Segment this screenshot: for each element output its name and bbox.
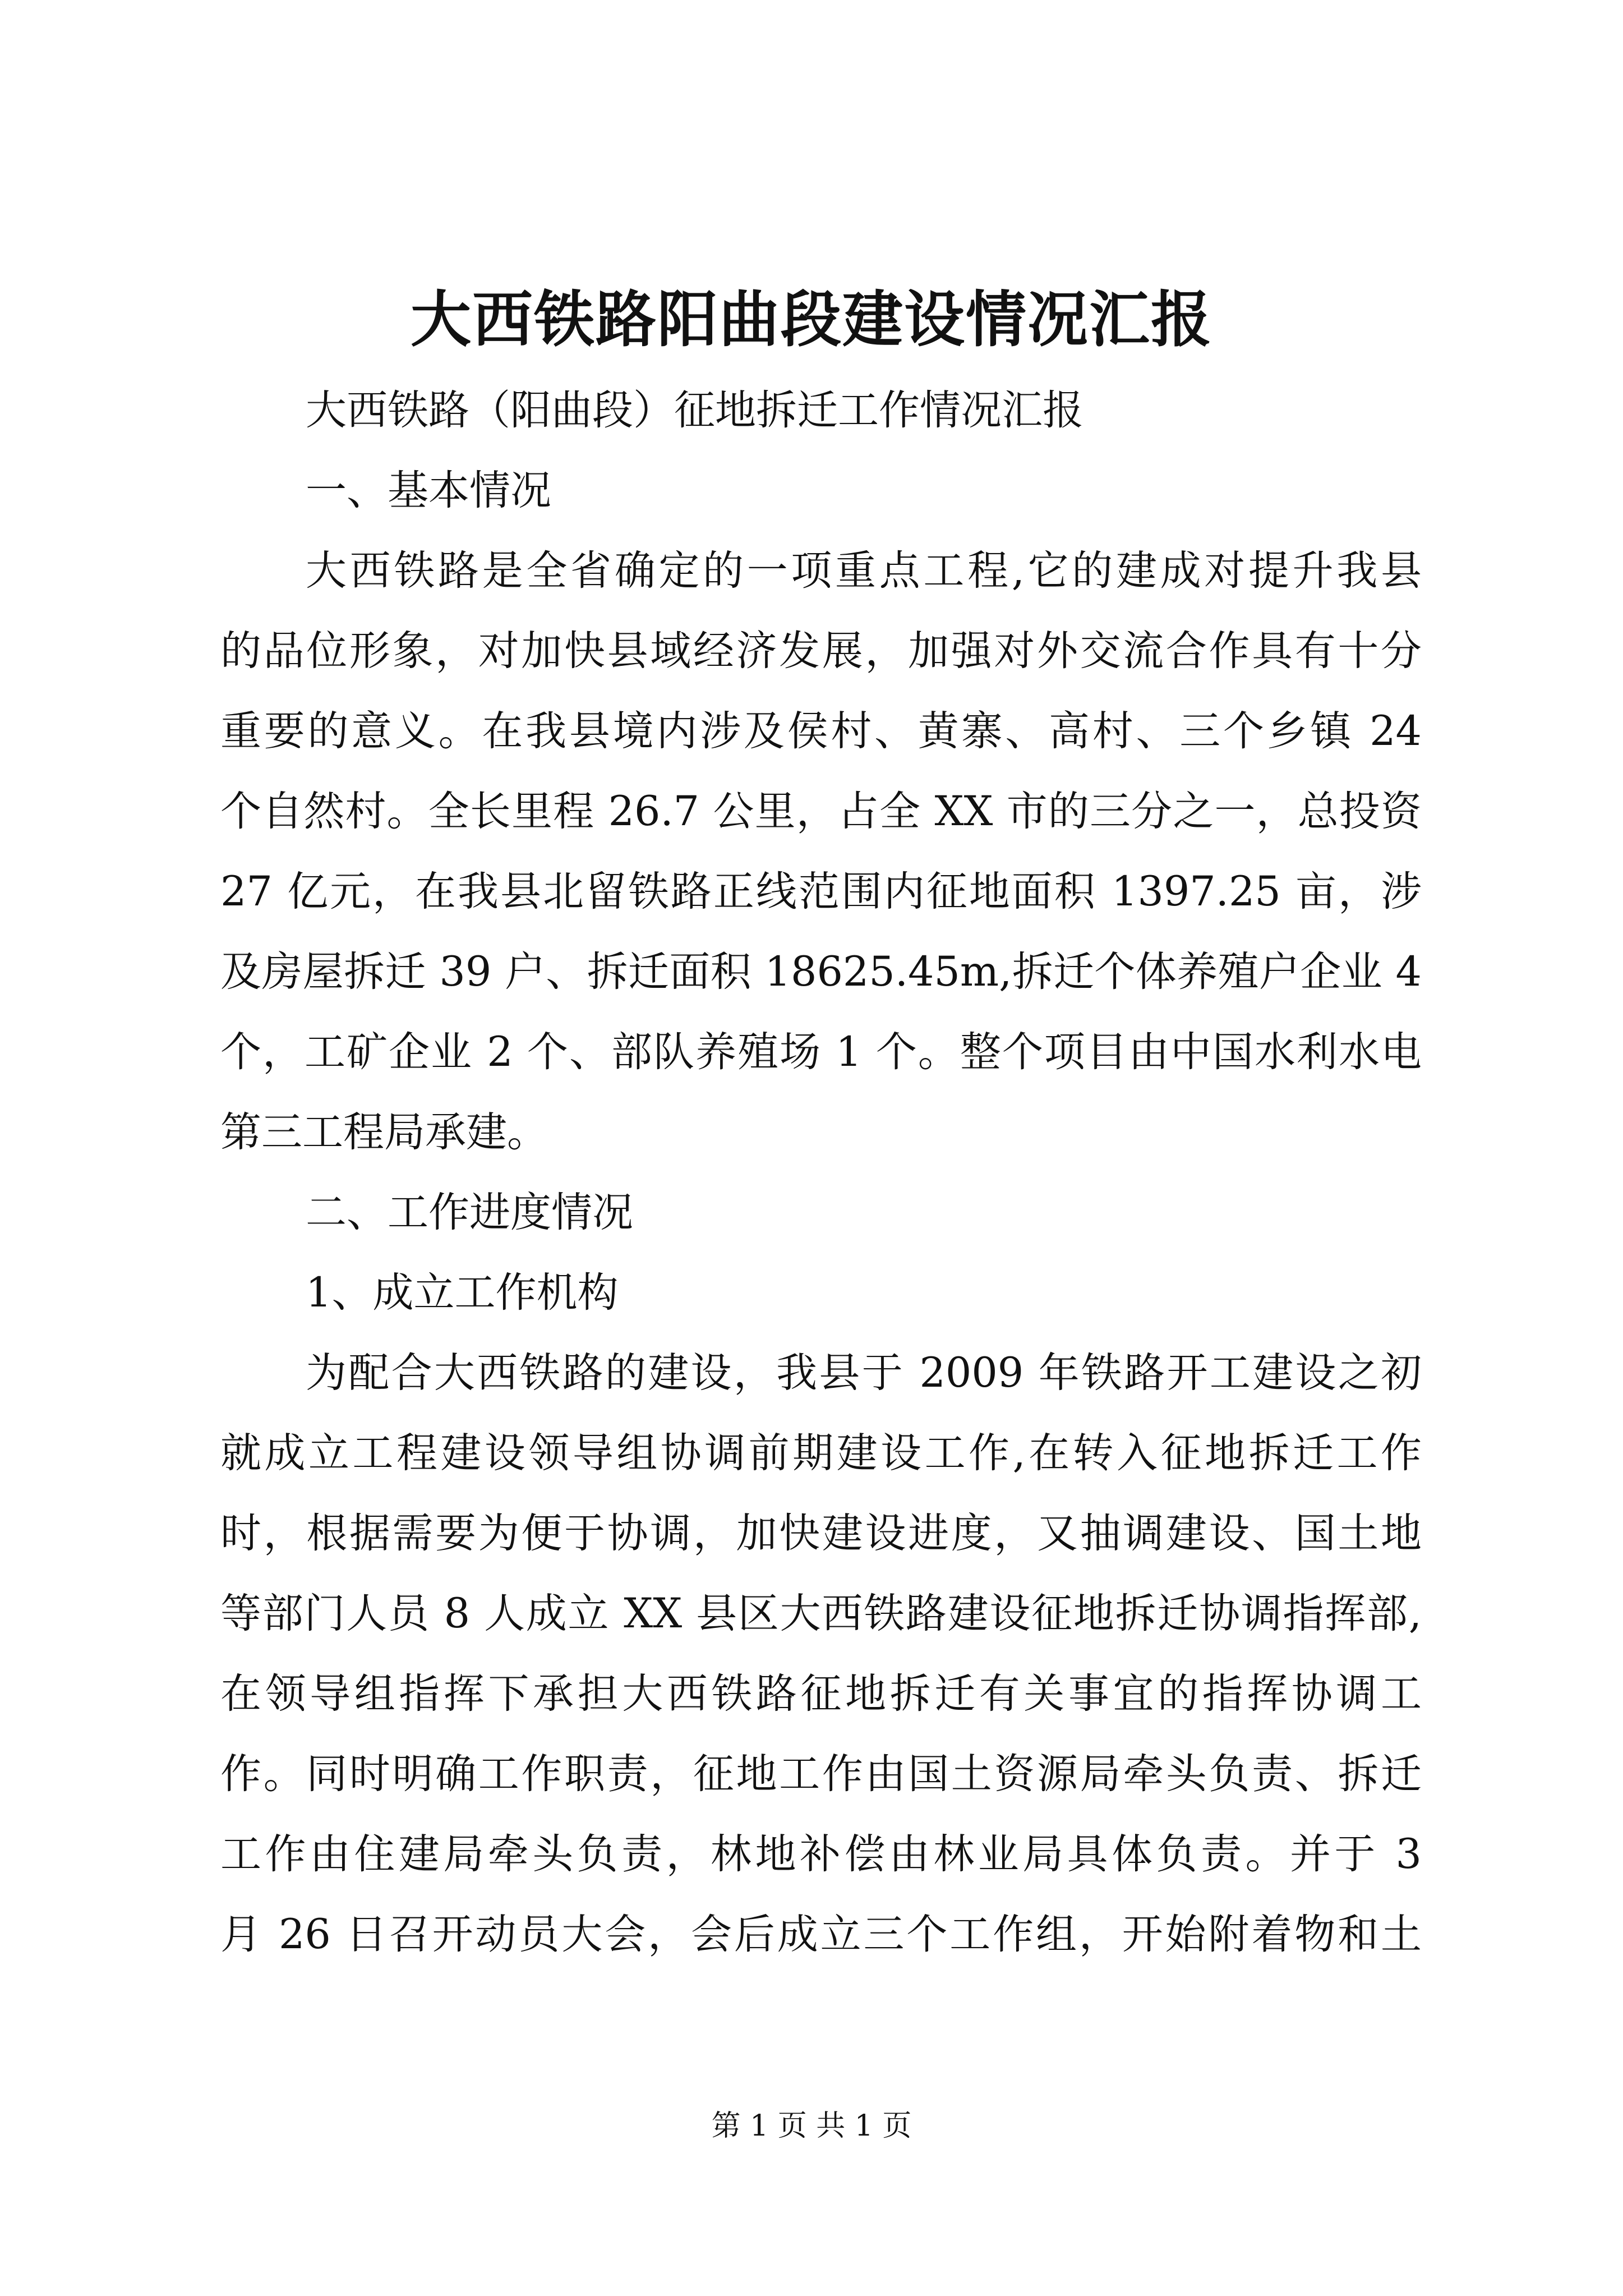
page-footer: 第 1 页 共 1 页	[711, 2109, 912, 2143]
paragraph-line: 月 26 日召开动员大会，会后成立三个工作组，开始附着物和土	[220, 1911, 1422, 1958]
document-title: 大西铁路阳曲段建设情况汇报	[410, 284, 1212, 355]
paragraph-line: 及房屋拆迁 39 户、拆迁面积 18625.45m,拆迁个体养殖户企业 4	[220, 948, 1422, 996]
paragraph-line: 27 亿元，在我县北留铁路正线范围内征地面积 1397.25 亩，涉	[220, 868, 1422, 915]
paragraph-line: 的品位形象，对加快县域经济发展，加强对外交流合作具有十分	[220, 627, 1422, 675]
section-heading: 二、工作进度情况	[306, 1189, 633, 1236]
paragraph-line: 大西铁路是全省确定的一项重点工程,它的建成对提升我县	[306, 547, 1422, 595]
section-heading: 一、基本情况	[306, 467, 551, 514]
document-body	[220, 370, 1422, 1975]
paragraph-line: 重要的意义。在我县境内涉及侯村、黄寨、高村、三个乡镇 24	[220, 707, 1422, 755]
paragraph-line: 第三工程局承建。	[220, 1108, 548, 1156]
paragraph-line: 在领导组指挥下承担大西铁路征地拆迁有关事宜的指挥协调工	[220, 1670, 1422, 1718]
paragraph-line: 作。同时明确工作职责，征地工作由国土资源局牵头负责、拆迁	[220, 1750, 1422, 1798]
paragraph-line: 时，根据需要为便于协调，加快建设进度，又抽调建设、国土地	[220, 1510, 1422, 1557]
paragraph-line: 等部门人员 8 人成立 XX 县区大西铁路建设征地拆迁协调指挥部,	[220, 1590, 1422, 1637]
paragraph-line: 个，工矿企业 2 个、部队养殖场 1 个。整个项目由中国水利水电	[220, 1028, 1422, 1076]
paragraph-line: 就成立工程建设领导组协调前期建设工作,在转入征地拆迁工作	[220, 1429, 1422, 1477]
subtitle-line: 大西铁路（阳曲段）征地拆迁工作情况汇报	[306, 386, 1083, 434]
paragraph-line: 工作由住建局牵头负责，林地补偿由林业局具体负责。并于 3	[220, 1830, 1422, 1878]
paragraph-line: 为配合大西铁路的建设，我县于 2009 年铁路开工建设之初	[306, 1349, 1422, 1397]
paragraph-line: 个自然村。全长里程 26.7 公里，占全 XX 市的三分之一，总投资	[220, 788, 1422, 835]
subsection-heading: 1、成立工作机构	[306, 1269, 619, 1317]
